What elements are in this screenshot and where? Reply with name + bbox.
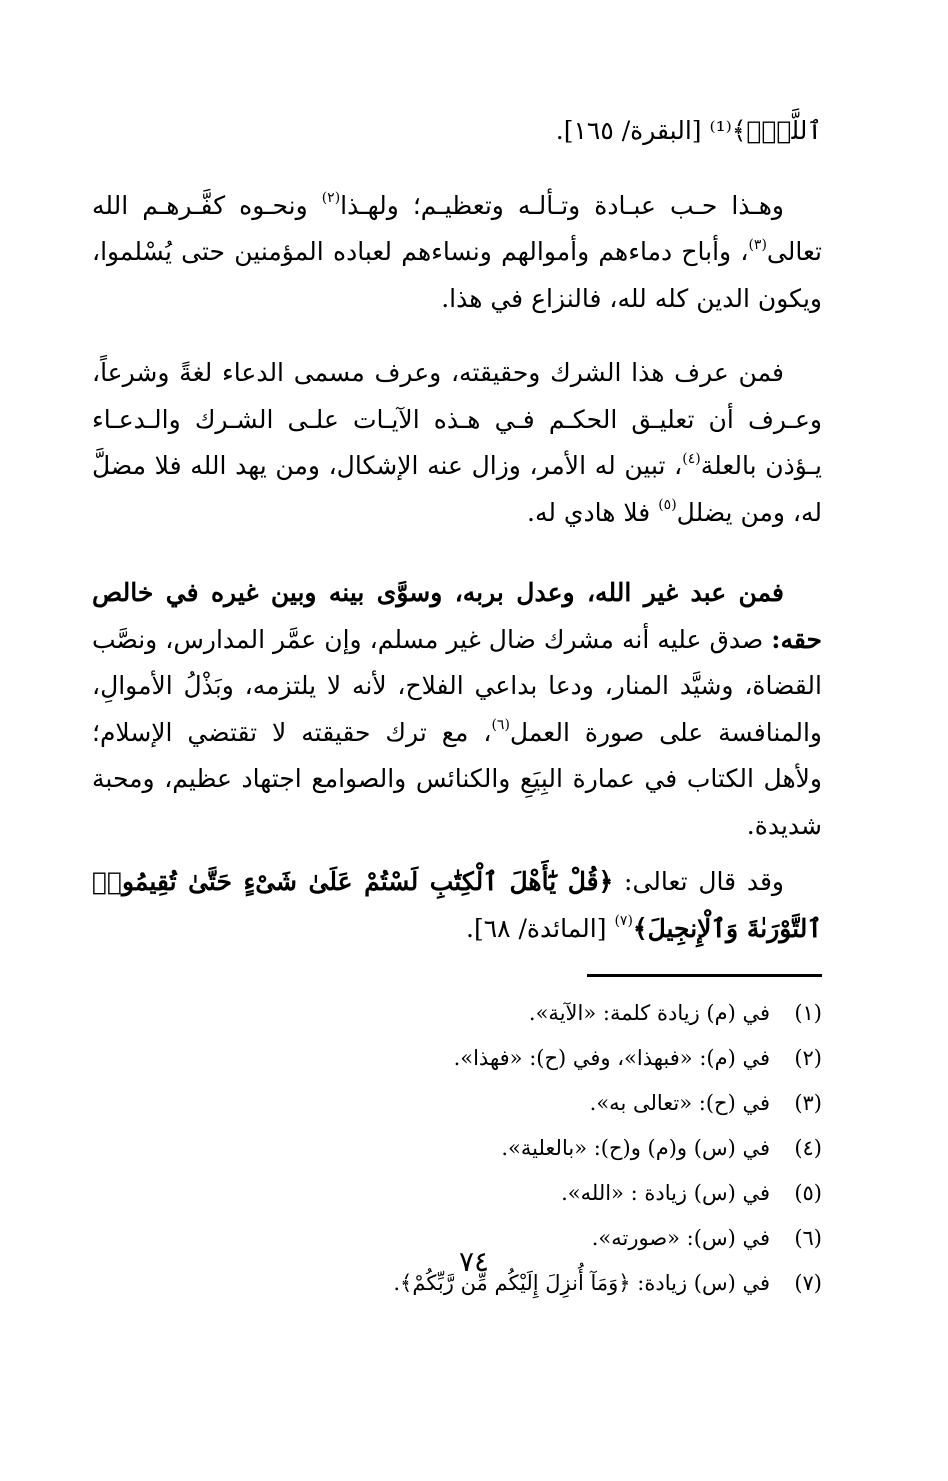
paragraph-3 — [92, 570, 822, 849]
quran-open-brace: ﴿ — [598, 867, 614, 896]
footnote-text: في (ح): «تعالى به». — [589, 1091, 770, 1115]
footnote-item — [92, 1126, 822, 1171]
footnote-item — [92, 1081, 822, 1126]
paragraph-2-text-c: فلا هادي له. — [527, 497, 659, 527]
footnote-number: (٦) — [794, 1226, 822, 1250]
page-number: ٧٤ — [458, 1245, 490, 1278]
paragraph-4-intro: وقد قال تعالى: — [613, 867, 785, 896]
quran-close-brace: ﴾ — [632, 913, 648, 943]
footnote-ref-2[interactable]: (٢) — [321, 190, 341, 207]
paragraph-1-text-c: ، وأباح دماءهم وأموالهم ونساءهم لعباده المؤمنين حتى يُسْلموا، ويكون الدين كله لله، فالنزاع في هذا. — [92, 237, 822, 313]
quran-verse: قُلْ يَٰٓأَهْلَ ٱلْكِتَٰبِ لَسْتُمْ عَلَىٰ شَىْءٍ حَتَّىٰ تُقِيمُوا۟ ٱلتَّوْرَىٰةَ وَٱلْإِنجِيلَ — [92, 867, 822, 943]
footnote-number: (٧) — [794, 1271, 822, 1295]
paragraph-1-text-a: وهـذا حـب عبـادة وتـألـه وتعظيـم؛ ولهـذا — [340, 190, 784, 220]
footnote-text: في (س) زيادة: ﴿وَمَآ أُنزِلَ إِلَيْكُم مِّن رَّبِّكُمْ﴾. — [393, 1271, 770, 1295]
footnote-text: في (م): «فبهذا»، وفي (ح): «فهذا». — [453, 1046, 770, 1070]
footnote-number: (٥) — [794, 1181, 822, 1205]
page-body — [92, 108, 822, 1306]
footnote-item — [92, 1036, 822, 1081]
paragraph-3-text-a: صدق عليه أنه مشرك ضال غير مسلم، وإن عمَّر المدارس، ونصَّب القضاة، وشيَّد المنار، ودعا بداعي الفلاح، لأنه لا يلتزمه، وبَذْلُ الأموالِ، والمنافسة على صورة العمل — [92, 624, 822, 747]
footnote-ref-7[interactable]: (٧) — [614, 913, 633, 930]
paragraph-4 — [92, 859, 822, 952]
footnote-text: في (م) زيادة كلمة: «الآية». — [528, 1001, 770, 1025]
footnote-number: (٣) — [794, 1091, 822, 1115]
footnote-ref-3[interactable]: (٣) — [748, 236, 767, 253]
footnote-ref-6[interactable]: (٦) — [491, 717, 510, 734]
opening-line — [92, 108, 822, 155]
footnote-number: (٢) — [794, 1046, 822, 1070]
paragraph-2-text-b: ، تبين له الأمر، وزال عنه الإشكال، ومن يهد الله فلا مضلَّ له، ومن يضلل — [92, 451, 822, 527]
footnote-item — [92, 991, 822, 1036]
paragraph-3-bold-text: فمن عبد غير الله، وعدل بربه، وسوَّى بينه وبين غيره في خالص حقه: — [92, 578, 822, 654]
footnote-ref-5[interactable]: (٥) — [658, 497, 677, 514]
paragraph-1 — [92, 183, 822, 323]
footnote-text: في (س) زيادة : «الله». — [561, 1181, 770, 1205]
paragraph-2-text-a: فمن عرف هذا الشرك وحقيقته، وعرف مسمى الدعاء لغةً وشرعاً، وعـرف أن تعليـق الحكـم فـي هـذه الآيـات علـى الشـرك والـدعـاء يـؤذن بالعلة — [92, 358, 822, 480]
paragraph-2 — [92, 350, 822, 536]
paragraph-4-reference: [المائدة/ ٦٨]. — [466, 913, 615, 943]
footnote-ref-4[interactable]: (٤) — [682, 450, 701, 467]
footnote-item — [92, 1171, 822, 1216]
opening-line-text: ٱللَّهِۗ﴾⁽¹⁾ [البقرة/ ١٦٥]. — [555, 116, 822, 145]
footnote-number: (١) — [794, 1001, 822, 1025]
footnote-divider — [587, 974, 822, 977]
paragraph-1-text-b: ونحـوه كفَّـرهـم الله تعالى — [92, 190, 822, 266]
paragraph-3-text-b: ، مع ترك حقيقته لا تقتضي الإسلام؛ ولأهل الكتاب في عمارة البِيَعِ والكنائس والصوامع اجتهاد عظيم، ومحبة شديدة. — [92, 717, 822, 840]
footnote-number: (٤) — [794, 1136, 822, 1160]
footnote-text: في (س): «صورته». — [591, 1226, 770, 1250]
footnote-text: في (س) و(م) و(ح): «بالعلية». — [501, 1136, 770, 1160]
